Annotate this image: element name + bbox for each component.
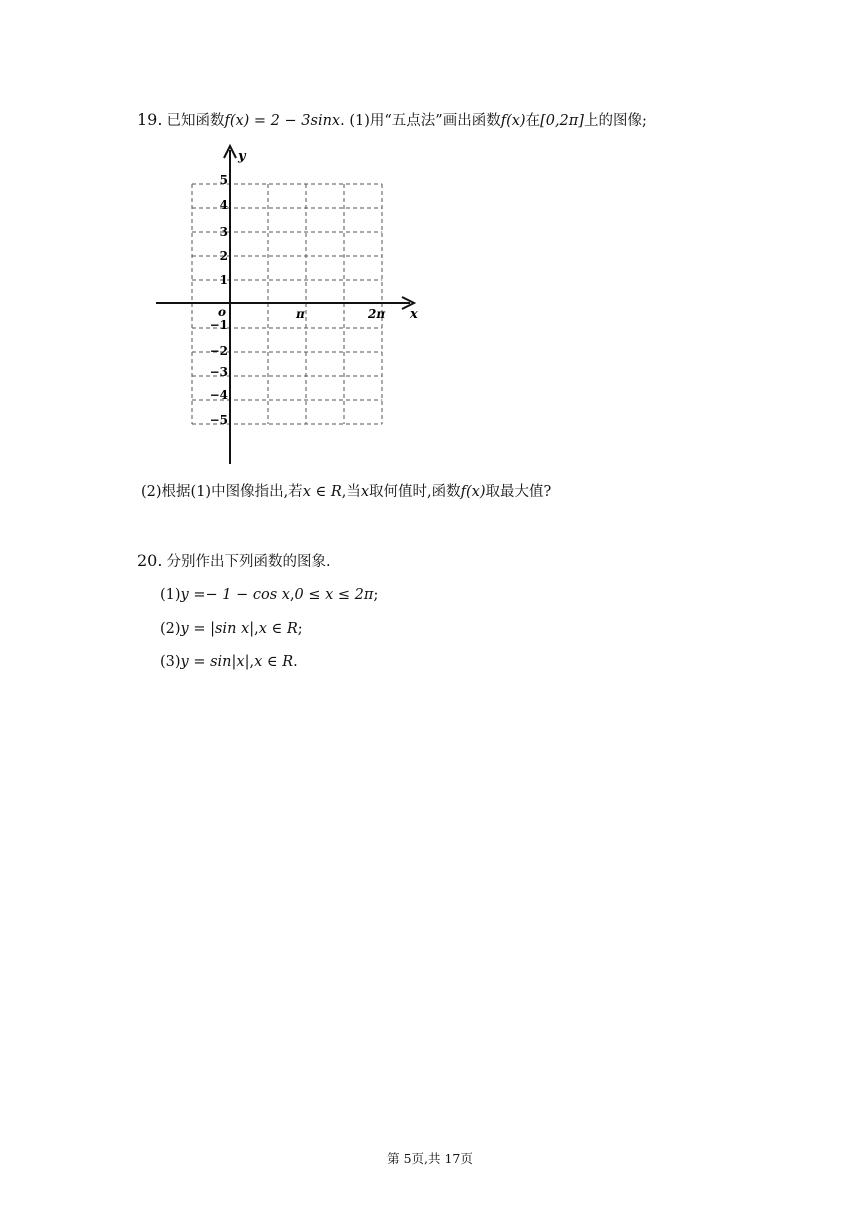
q19-part2: (2)根据(1)中图像指出,若x ∈ R,当x取何值时,函数f(x)取最大值? — [141, 484, 552, 500]
x-axis-label: x — [410, 307, 418, 322]
y-tick-label: −5 — [209, 413, 228, 427]
q20-item: (1)y =− 1 − cos x,0 ≤ x ≤ 2π; — [160, 587, 379, 603]
y-tick-label: −3 — [209, 365, 228, 379]
y-tick-label: 5 — [219, 173, 228, 187]
y-tick-label: −2 — [209, 344, 228, 358]
y-axis-label: y — [238, 149, 246, 164]
y-tick-label: −1 — [209, 318, 228, 332]
question-number: 20. — [137, 551, 163, 570]
y-tick-label: −4 — [209, 388, 228, 402]
q20-item: (2)y = |sin x|,x ∈ R; — [160, 621, 303, 637]
x-tick-label: 2π — [368, 307, 386, 321]
origin-label: o — [218, 305, 227, 319]
interval: [0,2π] — [540, 113, 584, 129]
y-tick-label: 2 — [219, 249, 228, 263]
question-number: 19. — [137, 110, 163, 129]
page-footer: 第 5页,共 17页 — [387, 1151, 473, 1166]
coordinate-grid-figure — [150, 142, 430, 472]
function-expression: f(x) = 2 − 3sin — [224, 113, 332, 129]
y-tick-label: 1 — [219, 273, 228, 287]
y-tick-label: 3 — [219, 225, 228, 239]
q20-item: (3)y = sin|x|,x ∈ R. — [160, 654, 298, 670]
q20-stem: 20. 分别作出下列函数的图象. — [137, 551, 331, 570]
y-tick-label: 4 — [219, 198, 228, 212]
x-tick-label: π — [296, 307, 305, 321]
q19-stem: 19. 已知函数f(x) = 2 − 3sinx. (1)用“五点法”画出函数f(x)在[0,2π]上的图像; — [137, 110, 647, 129]
